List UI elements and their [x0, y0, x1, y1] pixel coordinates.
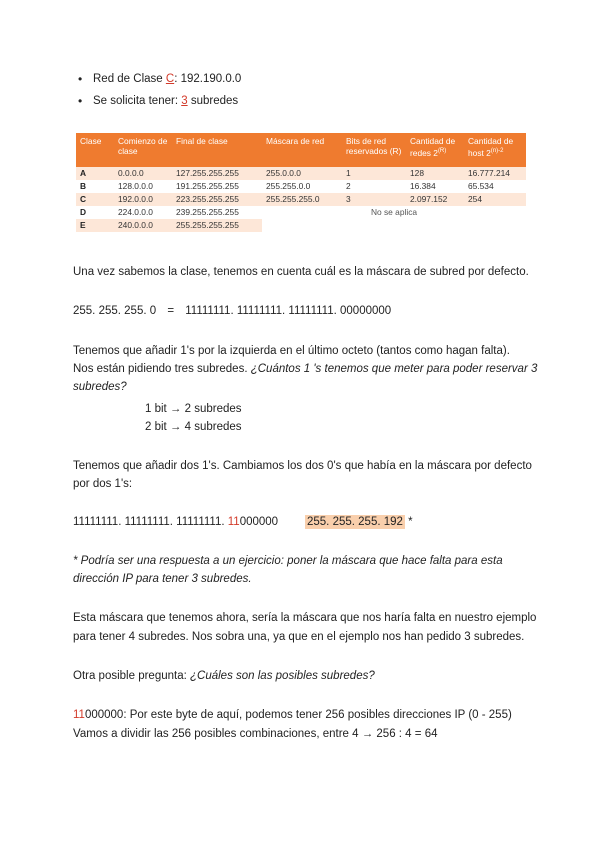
bits-two: 2 bit → 4 subredes — [145, 421, 242, 433]
default-mask-line: 255. 255. 255. 0 = 11111111. 11111111. 11111111. 00000000 — [73, 305, 392, 317]
paragraph-explanation-1: Esta máscara que tenemos ahora, sería la máscara que nos haría falta en nuestro ejemplo — [73, 612, 537, 624]
table-header-row — [76, 133, 526, 167]
header-cell: Máscara de red — [262, 133, 342, 167]
paragraph-change-zeros-1: Tenemos que añadir dos 1's. Cambiamos los dos 0's que había en la máscara por defecto — [73, 460, 532, 472]
paragraph-add-ones-1: Tenemos que añadir 1's por la izquierda en el último octeto (tantos como hagan falta). — [73, 345, 510, 357]
paragraph-add-ones-3: subredes? — [73, 381, 127, 393]
table-row: D 224.0.0.0 239.255.255.255 No se aplica — [76, 206, 526, 219]
question-line: Otra posible pregunta: ¿Cuáles son las posibles subredes? — [73, 670, 375, 682]
table-row: E 240.0.0.0 255.255.255.255 — [76, 219, 526, 232]
requirements-list — [78, 68, 241, 112]
table-row: B 128.0.0.0 191.255.255.255 255.255.0.0 2 16.384 65.534 — [76, 180, 526, 193]
note-line-2: dirección IP para tener 3 subredes. — [73, 573, 252, 585]
bits-one: 1 bit → 2 subredes — [145, 403, 242, 415]
new-mask-decimal: 255. 255. 255. 192 * — [307, 516, 413, 528]
header-cell: Bits de red reservados (R) — [342, 133, 406, 167]
bullet-network-class: • Red de Clase C: 192.190.0.0 — [78, 68, 241, 90]
note-line-1: * Podría ser una respuesta a un ejercicio: poner la máscara que hace falta para esta — [73, 555, 503, 567]
highlighted-mask: 255. 255. 255. 192 — [307, 516, 403, 528]
mask-binary: 11111111. 11111111. 11111111. 00000000 — [185, 305, 392, 317]
header-cell: Comienzo de clase — [114, 133, 172, 167]
paragraph-change-zeros-2: por dos 1's: — [73, 478, 133, 490]
header-cell: Clase — [76, 133, 114, 167]
bullet-subnets-requested: • Se solicita tener: 3 subredes — [78, 90, 241, 112]
byte-line: 11000000: Por este byte de aquí, podemos tener 256 posibles direcciones IP (0 - 255) — [73, 709, 512, 721]
paragraph-default-mask: Una vez sabemos la clase, tenemos en cuenta cuál es la máscara de subred por defecto. — [73, 266, 529, 278]
paragraph-explanation-2: para tener 4 subredes. Nos sobra una, ya que en el ejemplo nos han pedido 3 subredes. — [73, 631, 525, 643]
new-mask-binary: 11111111. 11111111. 11111111. 11000000 — [73, 516, 279, 528]
not-applicable-note: No se aplica — [262, 206, 526, 232]
header-cell: Cantidad de host $2^{(n)-2}$ — [464, 133, 526, 167]
subnet-count: 3 — [181, 95, 188, 107]
header-cell: Final de clase — [172, 133, 262, 167]
paragraph-add-ones-2: Nos están pidiendo tres subredes. ¿Cuántos 1 's tenemos que meter para poder reservar 3 — [73, 363, 538, 375]
table-row: C 192.0.0.0 223.255.255.255 255.255.255.0 3 2.097.152 254 — [76, 193, 526, 206]
division-line: Vamos a dividir las 256 posibles combinaciones, entre 4 → 256 : 4 = 64 — [73, 728, 438, 740]
header-cell: Cantidad de redes $2^{(R)}$ — [406, 133, 464, 167]
mask-decimal: 255. 255. 255. 0 — [73, 305, 157, 317]
table-row: A 0.0.0.0 127.255.255.255 255.0.0.0 1 128 16.777.214 — [76, 167, 526, 180]
class-letter: C — [165, 73, 175, 85]
ip-classes-table — [76, 133, 526, 232]
